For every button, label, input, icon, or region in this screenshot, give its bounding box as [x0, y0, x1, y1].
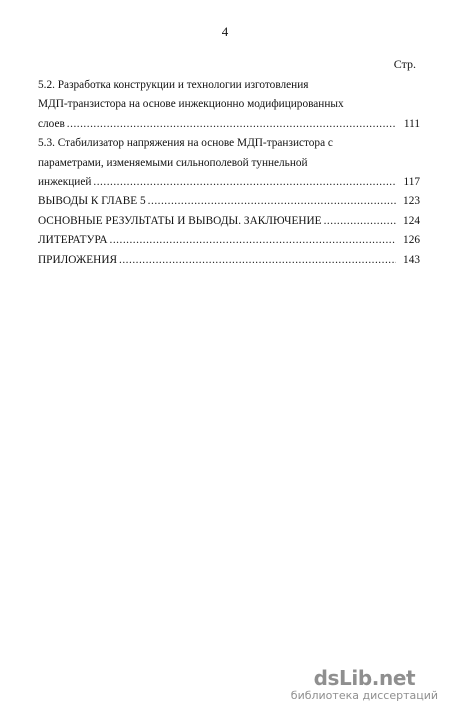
dot-leader	[324, 212, 396, 231]
toc-entry-title: ЛИТЕРАТУРА	[38, 234, 108, 247]
dot-leader	[119, 251, 396, 270]
toc-page-number: 123	[403, 195, 420, 208]
toc-page-number: 126	[403, 234, 420, 247]
toc-page-number: 117	[403, 176, 420, 189]
toc-entry-conclusions-ch5	[38, 192, 420, 211]
toc-entry-main-results	[38, 212, 420, 231]
dot-leader	[110, 231, 396, 250]
toc-entry-appendices	[38, 251, 420, 270]
watermark-subtitle: библиотека диссертаций	[290, 689, 438, 702]
page-column-label: Стр.	[393, 57, 416, 71]
toc-entry-title: ПРИЛОЖЕНИЯ	[38, 253, 118, 266]
toc-page-number: 124	[403, 214, 420, 227]
watermark	[291, 667, 438, 702]
toc-entry-text-line: инжекцией	[38, 176, 92, 189]
toc-page-number: 143	[403, 253, 420, 266]
dot-leader	[67, 115, 396, 134]
toc-entry-5-3	[38, 134, 420, 192]
watermark-logo: dsLib.net	[313, 666, 416, 690]
toc-entry-text-line: слоев	[38, 117, 65, 130]
toc-entry-text-line: параметрами, изменяемыми сильнополевой туннельной	[38, 156, 308, 169]
toc-entry-title: ОСНОВНЫЕ РЕЗУЛЬТАТЫ И ВЫВОДЫ. ЗАКЛЮЧЕНИЕ	[38, 214, 322, 227]
toc-entry-text-line: 5.3. Стабилизатор напряжения на основе МДП-транзистора с	[38, 137, 333, 150]
toc-entry-last-line	[38, 173, 420, 192]
toc-entry-5-2	[38, 76, 420, 134]
toc-entry-last-line	[38, 115, 420, 134]
toc-entry-title: ВЫВОДЫ К ГЛАВЕ 5	[38, 195, 146, 208]
toc-page-number: 111	[403, 117, 420, 130]
dot-leader	[93, 173, 396, 192]
toc-entry-text-line: МДП-транзистора на основе инжекционно модифицированных	[38, 98, 344, 111]
table-of-contents	[38, 76, 420, 270]
dot-leader	[148, 192, 396, 211]
page-number: 4	[221, 24, 229, 39]
toc-entry-literature	[38, 231, 420, 250]
toc-entry-text-line: 5.2. Разработка конструкции и технологии изготовления	[38, 79, 309, 91]
